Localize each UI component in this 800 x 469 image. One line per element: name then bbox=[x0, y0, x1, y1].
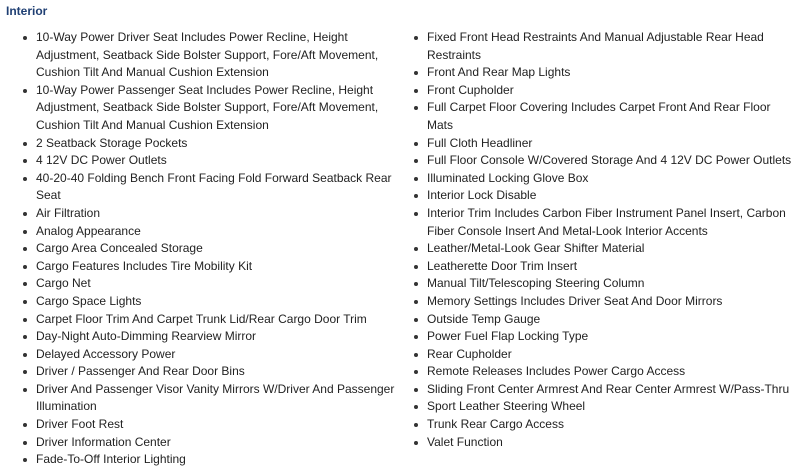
list-item: Analog Appearance bbox=[21, 223, 406, 241]
list-item: Leather/Metal-Look Gear Shifter Material bbox=[412, 240, 797, 258]
list-item: Sliding Front Center Armrest And Rear Center Armrest W/Pass-Thru bbox=[412, 381, 797, 399]
list-item: 10-Way Power Passenger Seat Includes Power Recline, Height Adjustment, Seatback Side Bolster Support, Fore/Aft Movement, Cushion Tilt And Manual Cushion Extension bbox=[21, 82, 406, 135]
list-item: 40-20-40 Folding Bench Front Facing Fold Forward Seatback Rear Seat bbox=[21, 170, 406, 205]
list-item: Rear Cupholder bbox=[412, 346, 797, 364]
list-item: Full Cloth Headliner bbox=[412, 135, 797, 153]
list-item: Cargo Net bbox=[21, 275, 406, 293]
list-item: Driver And Passenger Visor Vanity Mirrors W/Driver And Passenger Illumination bbox=[21, 381, 406, 416]
list-item: Carpet Floor Trim And Carpet Trunk Lid/Rear Cargo Door Trim bbox=[21, 311, 406, 329]
list-item: Fixed Front Head Restraints And Manual Adjustable Rear Head Restraints bbox=[412, 29, 797, 64]
list-item: Illuminated Locking Glove Box bbox=[412, 170, 797, 188]
list-item: Interior Trim Includes Carbon Fiber Instrument Panel Insert, Carbon Fiber Console Insert And Metal-Look Interior Accents bbox=[412, 205, 797, 240]
list-item: Fade-To-Off Interior Lighting bbox=[21, 451, 406, 469]
features-list-right bbox=[412, 29, 797, 451]
list-item: Air Filtration bbox=[21, 205, 406, 223]
list-item: Full Carpet Floor Covering Includes Carpet Front And Rear Floor Mats bbox=[412, 99, 797, 134]
list-item: Leatherette Door Trim Insert bbox=[412, 258, 797, 276]
list-item: Manual Tilt/Telescoping Steering Column bbox=[412, 275, 797, 293]
list-item: 10-Way Power Driver Seat Includes Power Recline, Height Adjustment, Seatback Side Bolster Support, Fore/Aft Movement, Cushion Tilt And Manual Cushion Extension bbox=[21, 29, 406, 82]
list-item: Trunk Rear Cargo Access bbox=[412, 416, 797, 434]
list-item: Outside Temp Gauge bbox=[412, 311, 797, 329]
list-item: Power Fuel Flap Locking Type bbox=[412, 328, 797, 346]
list-item: 4 12V DC Power Outlets bbox=[21, 152, 406, 170]
list-item: Memory Settings Includes Driver Seat And Door Mirrors bbox=[412, 293, 797, 311]
list-item: Driver Information Center bbox=[21, 434, 406, 452]
list-item: Front And Rear Map Lights bbox=[412, 64, 797, 82]
list-item: Remote Releases Includes Power Cargo Access bbox=[412, 363, 797, 381]
list-item: Cargo Area Concealed Storage bbox=[21, 240, 406, 258]
list-item: Driver Foot Rest bbox=[21, 416, 406, 434]
features-list-left bbox=[21, 29, 406, 469]
list-item: Front Cupholder bbox=[412, 82, 797, 100]
list-item: Driver / Passenger And Rear Door Bins bbox=[21, 363, 406, 381]
list-item: 2 Seatback Storage Pockets bbox=[21, 135, 406, 153]
list-item: Interior Lock Disable bbox=[412, 187, 797, 205]
section-title: Interior bbox=[6, 4, 48, 18]
list-item: Day-Night Auto-Dimming Rearview Mirror bbox=[21, 328, 406, 346]
list-item: Full Floor Console W/Covered Storage And 4 12V DC Power Outlets bbox=[412, 152, 797, 170]
list-item: Sport Leather Steering Wheel bbox=[412, 398, 797, 416]
list-item: Cargo Space Lights bbox=[21, 293, 406, 311]
list-item: Cargo Features Includes Tire Mobility Kit bbox=[21, 258, 406, 276]
list-item: Delayed Accessory Power bbox=[21, 346, 406, 364]
list-item: Valet Function bbox=[412, 434, 797, 452]
